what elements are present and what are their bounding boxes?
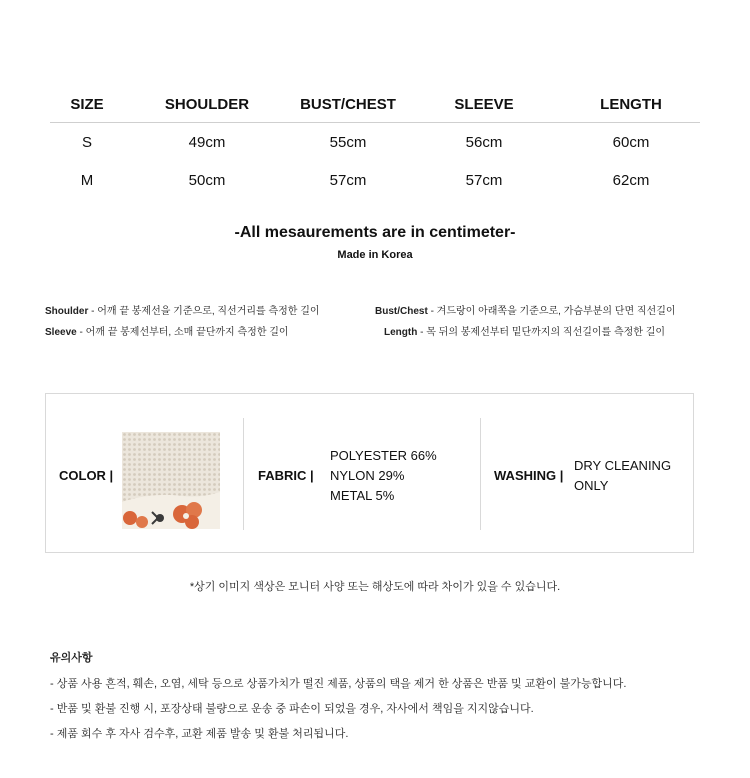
table-cell: 55cm [329, 133, 367, 151]
measure-sleeve [45, 323, 289, 338]
measure-term: Bust/Chest [375, 306, 428, 317]
table-cell: 57cm [465, 171, 503, 189]
info-divider [480, 418, 481, 530]
header-sleeve: SLEEVE [454, 95, 514, 113]
fabric-label: FABRIC | [258, 468, 314, 483]
measure-desc: - 목 뒤의 봉제선부터 밑단까지의 직선길이를 측정한 길이 [417, 327, 666, 338]
product-info-box [45, 393, 694, 553]
header-length: LENGTH [600, 95, 662, 113]
table-row [50, 161, 700, 199]
measure-bust [375, 302, 676, 317]
measure-desc: - 어깨 끝 봉제선을 기준으로, 직선거리를 측정한 길이 [88, 306, 320, 317]
list-item: - 제품 회수 후 자사 검수후, 교환 제품 발송 및 환불 처리됩니다. [50, 728, 349, 740]
header-size: SIZE [70, 95, 104, 113]
list-item: - 상품 사용 흔적, 훼손, 오염, 세탁 등으로 상품가치가 떨진 제품, 상품의 택을 제거 한 상품은 반품 및 교환이 불가능합니다. [50, 678, 627, 690]
size-table-header [50, 86, 700, 123]
table-cell: M [80, 171, 94, 189]
washing-label: WASHING | [494, 468, 564, 483]
washing-line: ONLY [574, 478, 609, 493]
header-bust-chest: BUST/CHEST [300, 95, 396, 113]
fabric-composition [330, 446, 437, 506]
fabric-line: NYLON 29% [330, 468, 405, 483]
cautions-title: 유의사항 [50, 652, 93, 664]
measure-term: Sleeve [45, 327, 77, 338]
measure-desc: - 겨드랑이 아래쪽을 기준으로, 가슴부분의 단면 직선길이 [427, 306, 676, 317]
washing-line: DRY CLEANING [574, 458, 672, 473]
cautions [50, 649, 626, 750]
fabric-line: POLYESTER 66% [330, 448, 437, 463]
table-cell: 60cm [612, 133, 650, 151]
origin-note: Made in Korea [337, 249, 413, 261]
color-label: COLOR | [59, 468, 114, 483]
measure-term: Length [384, 327, 418, 338]
table-cell: 50cm [188, 171, 226, 189]
color-swatch-image [122, 432, 220, 529]
measure-length [384, 323, 665, 338]
info-divider [243, 418, 244, 530]
table-cell: 57cm [329, 171, 367, 189]
list-item: - 반품 및 환불 진행 시, 포장상태 불량으로 운송 중 파손이 되었을 경우, 자사에서 책임을 지지않습니다. [50, 703, 534, 715]
color-disclaimer: *상기 이미지 색상은 모니터 사양 또는 해상도에 따라 차이가 있을 수 있습니다. [189, 581, 561, 593]
table-cell: 56cm [465, 133, 503, 151]
size-table [50, 86, 700, 199]
table-cell: 49cm [188, 133, 226, 151]
washing-instructions [574, 456, 671, 496]
measurement-unit-note: -All mesaurements are in centimeter- [234, 224, 516, 241]
measure-shoulder [45, 302, 320, 317]
table-row [50, 123, 700, 161]
measure-term: Shoulder [45, 306, 89, 317]
fabric-line: METAL 5% [330, 488, 395, 503]
header-shoulder: SHOULDER [164, 95, 250, 113]
table-cell: S [81, 133, 92, 151]
measure-desc: - 어깨 끝 봉제선부터, 소매 끝단까지 측정한 길이 [76, 327, 289, 338]
table-cell: 62cm [612, 171, 650, 189]
